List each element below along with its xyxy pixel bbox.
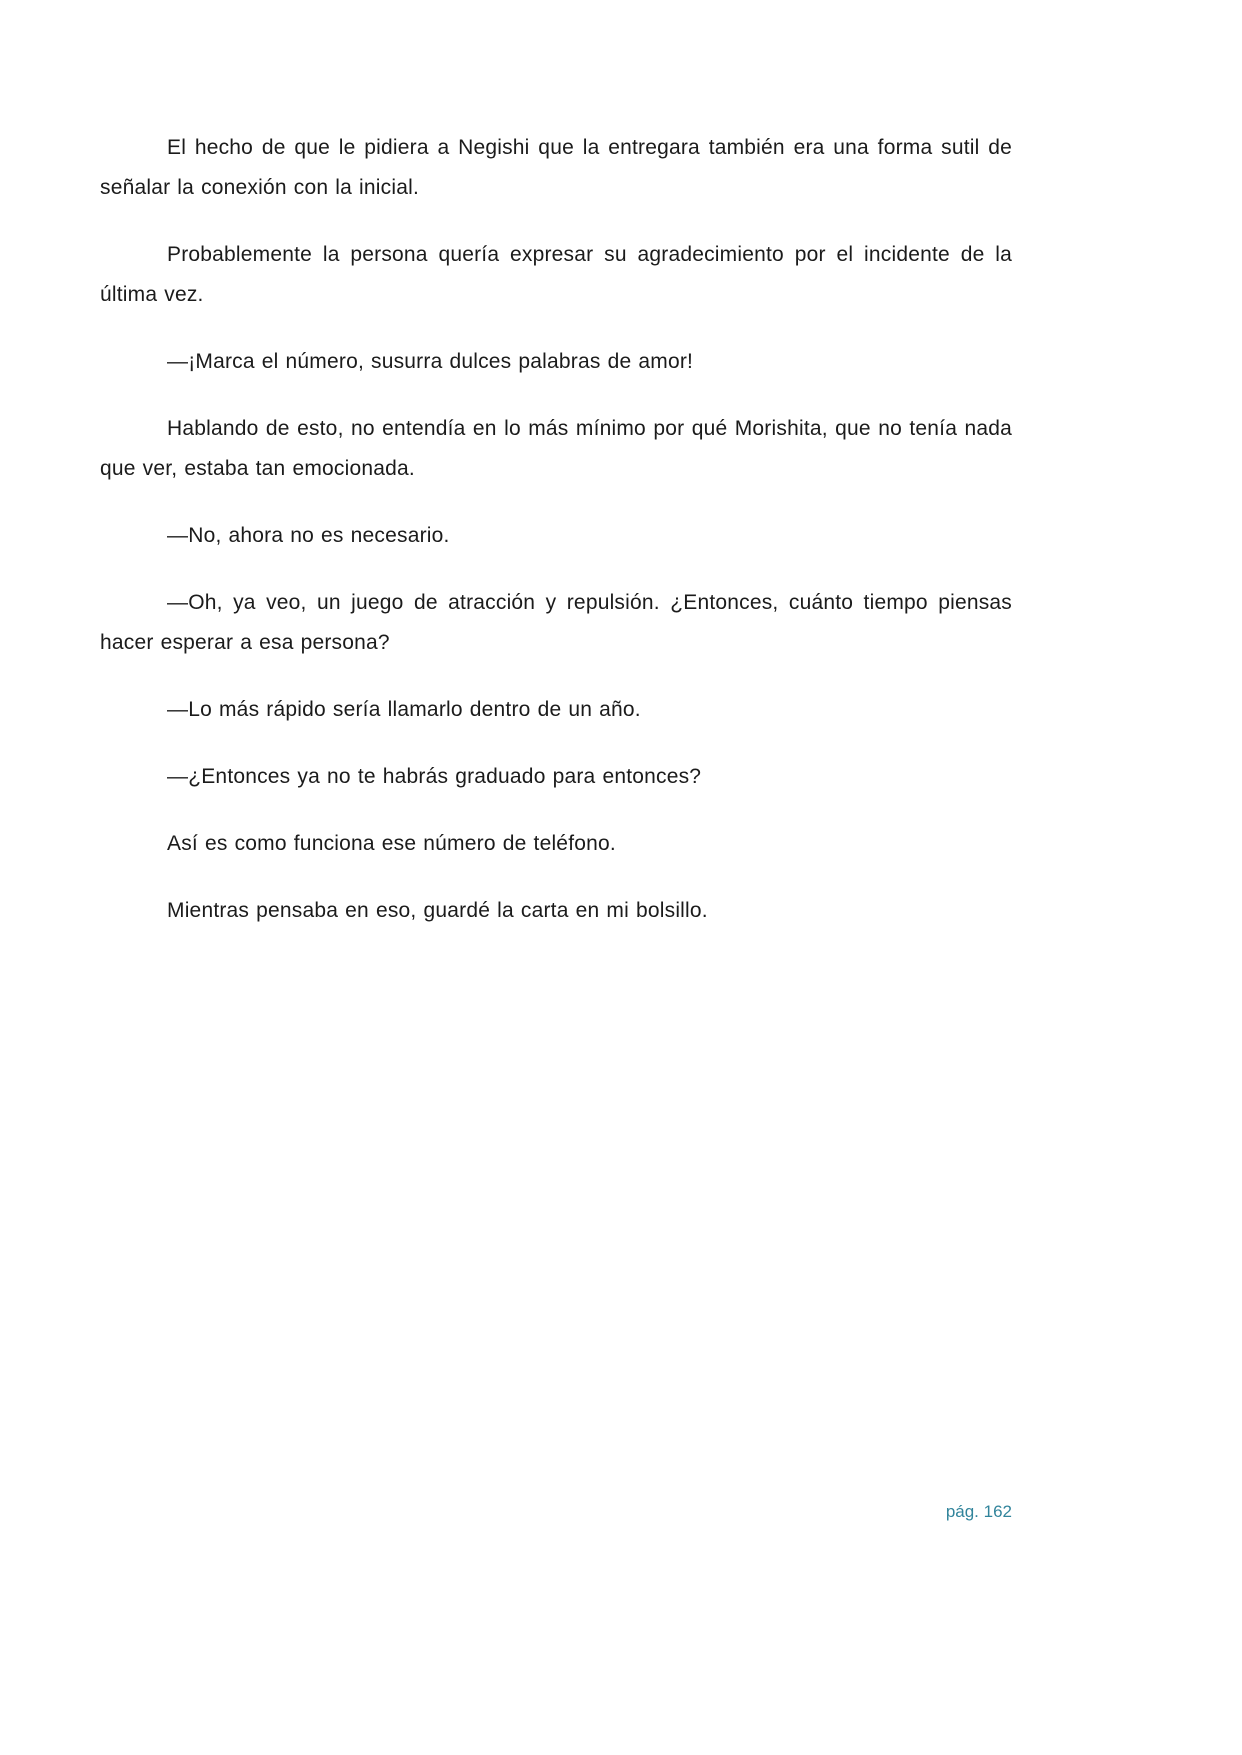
paragraph: —¿Entonces ya no te habrás graduado para entonces? bbox=[167, 765, 702, 788]
paragraph: Hablando de esto, no entendía en lo más mínimo por qué Morishita, que no tenía nada que ver, estaba tan emocionada. bbox=[100, 417, 1012, 480]
paragraph: Mientras pensaba en eso, guardé la carta en mi bolsillo. bbox=[167, 899, 708, 922]
paragraph: —Oh, ya veo, un juego de atracción y repulsión. ¿Entonces, cuánto tiempo piensas hacer esperar a esa persona? bbox=[100, 591, 1012, 654]
paragraph: El hecho de que le pidiera a Negishi que la entregara también era una forma sutil de señalar la conexión con la inicial. bbox=[100, 136, 1012, 199]
paragraph: Probablemente la persona quería expresar su agradecimiento por el incidente de la última vez. bbox=[100, 243, 1012, 306]
body-text bbox=[100, 128, 1012, 958]
paragraph: —Lo más rápido sería llamarlo dentro de un año. bbox=[167, 698, 641, 721]
page-number: pág. 162 bbox=[945, 1502, 1012, 1521]
paragraph: Así es como funciona ese número de teléfono. bbox=[167, 832, 616, 855]
paragraph: —¡Marca el número, susurra dulces palabras de amor! bbox=[167, 350, 694, 373]
paragraph: —No, ahora no es necesario. bbox=[167, 524, 450, 547]
